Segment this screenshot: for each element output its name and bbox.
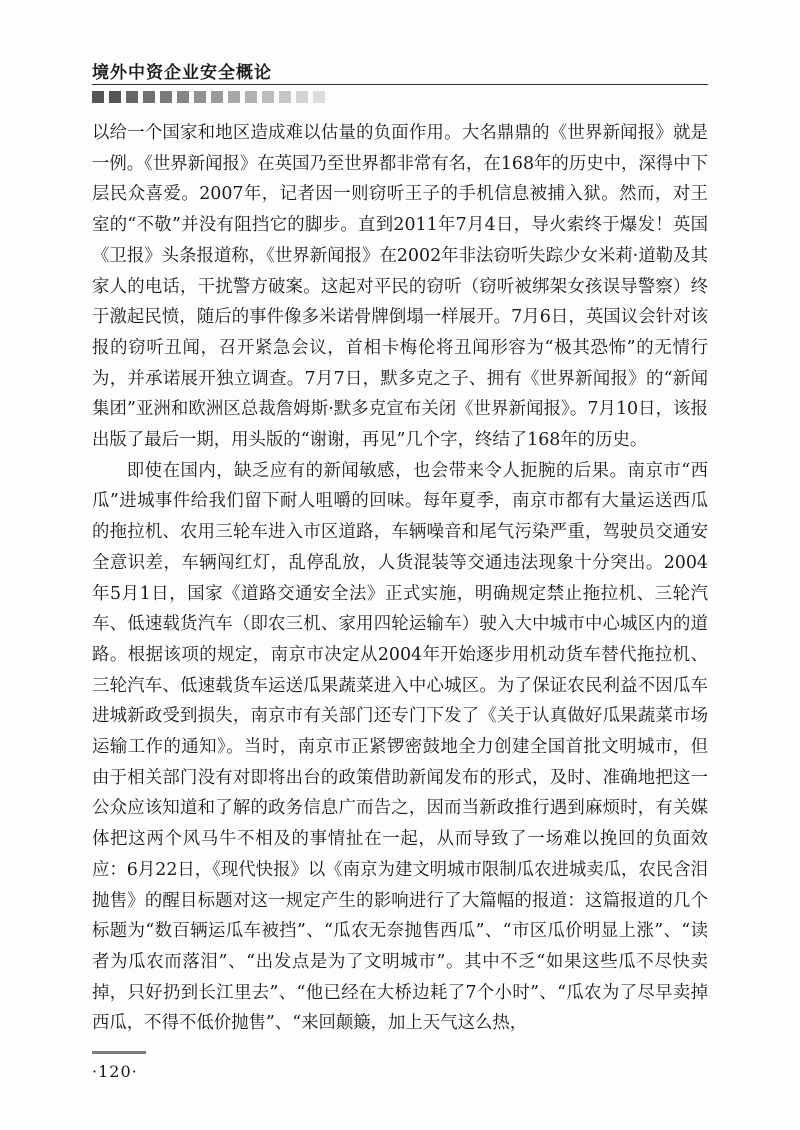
paragraph-1: 以给一个国家和地区造成难以估量的负面作用。大名鼎鼎的《世界新闻报》就是一例。《世界新闻报》在英国乃至世界都非常有名，在168年的历史中，深得中下层民众喜爱。2007年，记者因一则窃听王子的手机信息被捕入狱。然而，对王室的“不敬”并没有阻挡它的脚步。直到2011年7月4日，导火索终于爆发！英国《卫报》头条报道称，《世界新闻报》在2002年非法窃听失踪少女米莉·道勒及其家人的电话，干扰警方破案。这起对平民的窃听（窃听被绑架女孩误导警察）终于激起民愤，随后的事件像多米诺骨牌倒塌一样展开。7月6日，英国议会针对该报的窃听丑闻，召开紧急会议，首相卡梅伦将丑闻形容为“极其恐怖”的无情行为，并承诺展开独立调查。7月7日，默多克之子、拥有《世界新闻报》的“新闻集团”亚洲和欧洲区总裁詹姆斯·默多克宣布关闭《世界新闻报》。7月10日，该报出版了最后一期，用头版的“谢谢，再见”几个字，终结了168年的历史。 [92, 123, 708, 451]
paragraph-2: 即使在国内，缺乏应有的新闻敏感，也会带来令人扼腕的后果。南京市“西瓜”进城事件给我们留下耐人咀嚼的回味。每年夏季，南京市都有大量运送西瓜的拖拉机、农用三轮车进入市区道路，车辆噪音和尾气污染严重，驾驶员交通安全意识差，车辆闯红灯，乱停乱放，人货混装等交通违法现象十分突出。2004年5月1日，国家《道路交通安全法》正式实施，明确规定禁止拖拉机、三轮汽车、低速载货汽车（即农三机、家用四轮运输车）驶入大中城市中心城区内的道路。根据该项的规定，南京市决定从2004年开始逐步用机动货车替代拖拉机、三轮汽车、低速载货车运送瓜果蔬菜进入中心城区。为了保证农民利益不因瓜车进城新政受到损失，南京市有关部门还专门下发了《关于认真做好瓜果蔬菜市场运输工作的通知》。当时，南京市正紧锣密鼓地全力创建全国首批文明城市，但由于相关部门没有对即将出台的政策借助新闻发布的形式，及时、准确地把这一公众应该知道和了解的政务信息广而告之，因而当新政推行遇到麻烦时，有关媒体把这两个风马牛不相及的事情扯在一起，从而导致了一场难以挽回的负面效应：6月22日，《现代快报》以《南京为建文明城市限制瓜农进城卖瓜，农民含泪抛售》的醒目标题对这一规定产生的影响进行了大篇幅的报道：这篇报道的几个标题为“数百辆运瓜车被挡”、“瓜农无奈抛售西瓜”、“市区瓜价明显上涨”、“读者为瓜农而落泪”、“出发点是为了文明城市”。其中不乏“如果这些瓜不尽快卖掉，只好扔到长江里去”、“他已经在大桥边耗了7个小时”、“瓜农为了尽早卖掉西瓜，不得不低价抛售”、“来回颠簸，加上天气这么热， [92, 460, 708, 1034]
decoration-square [228, 91, 240, 103]
decoration-square [160, 91, 172, 103]
decoration-square [194, 91, 206, 103]
header-decoration-squares [92, 91, 325, 103]
decoration-square [92, 91, 104, 103]
decoration-square [313, 91, 325, 103]
page-number: ·120· [92, 1062, 138, 1081]
decoration-square [126, 91, 138, 103]
decoration-square [109, 91, 121, 103]
decoration-square [245, 91, 257, 103]
decoration-square [279, 91, 291, 103]
running-header-title: 境外中资企业安全概论 [92, 63, 272, 83]
decoration-square [262, 91, 274, 103]
decoration-square [177, 91, 189, 103]
decoration-square [211, 91, 223, 103]
body-text [92, 118, 708, 1039]
footer-rule [92, 1051, 146, 1054]
decoration-square [143, 91, 155, 103]
header-rule [92, 84, 708, 85]
decoration-square [296, 91, 308, 103]
